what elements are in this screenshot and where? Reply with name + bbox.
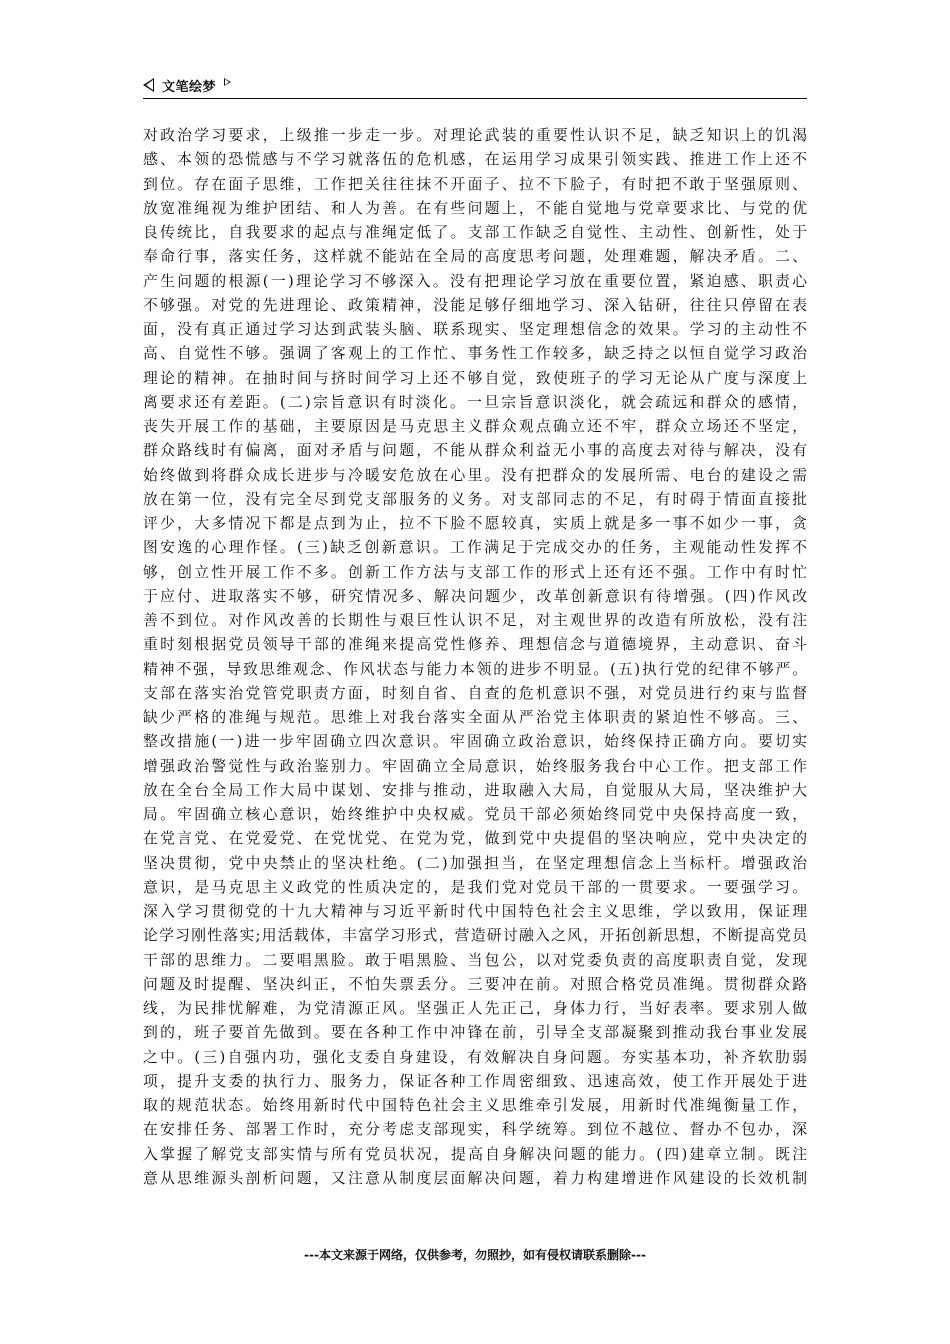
body-line: 意从思维源头剖析问题，又注意从制度层面解决问题，着力构建增进作风建设的长效机制 bbox=[143, 1169, 807, 1187]
body-line: 放宽准绳视为维护团结、和人为善。在有些问题上，不能自觉地与党章要求比、与党的优 bbox=[143, 199, 807, 217]
body-line: 离要求还有差距。(二)宗旨意识有时淡化。一旦宗旨意识淡化，就会疏远和群众的感情， bbox=[143, 393, 807, 411]
body-line: 重时刻根据党员领导干部的准绳来提高党性修养、理想信念与道德境界，主动意识、奋斗 bbox=[143, 636, 807, 654]
body-line: 意识，是马克思主义政党的性质决定的，是我们党对党员干部的一贯要求。一要强学习。 bbox=[143, 878, 807, 896]
body-line: 之中。(三)自强内功，强化支委自身建设，有效解决自身问题。夯实基本功，补齐软肋弱 bbox=[143, 1048, 807, 1066]
triangle-right-icon bbox=[224, 78, 231, 86]
body-line: 放在全台全局工作大局中谋划、安排与推动，进取融入大局，自觉服从大局，坚决维护大 bbox=[143, 781, 807, 799]
body-line: 感、本领的恐慌感与不学习就落伍的危机感，在运用学习成果引领实践、推进工作上还不 bbox=[143, 151, 807, 169]
body-line: 良传统比，自我要求的起点与准绳定低了。支部工作缺乏自觉性、主动性、创新性，处于 bbox=[143, 224, 807, 241]
body-line: 精神不强，导致思维观念、作风状态与能力本领的进步不明显。(五)执行党的纪律不够严。 bbox=[143, 660, 807, 678]
body-line: 到的，班子要首先做到。要在各种工作中冲锋在前，引导全支部凝聚到推动我台事业发展 bbox=[143, 1024, 807, 1042]
body-line: 奉命行事，落实任务，这样就不能站在全局的高度思考问题，处理难题，解决矛盾。二、 bbox=[143, 248, 807, 266]
body-line: 丧失开展工作的基础，主要原因是马克思主义群众观点确立还不牢，群众立场还不坚定， bbox=[143, 418, 807, 435]
body-line: 支部在落实治党管党职责方面，时刻自省、自查的危机意识不强，对党员进行约束与监督 bbox=[143, 684, 807, 702]
page-header bbox=[143, 74, 807, 99]
body-line: 够，创立性开展工作不多。创新工作方法与支部工作的形式上还有还不强。工作中有时忙 bbox=[143, 563, 807, 581]
body-line: 始终做到将群众成长进步与冷暖安危放在心里。没有把群众的发展所需、电台的建设之需 bbox=[143, 466, 807, 484]
body-line: 入掌握了解党支部实情与所有党员状况，提高自身解决问题的能力。(四)建章立制。既注 bbox=[143, 1145, 807, 1163]
body-line: 评少，大多情况下都是点到为止，拉不下脸不愿较真，实质上就是多一事不如少一事，贪 bbox=[143, 515, 807, 532]
body-line: 增强政治警觉性与政治鉴别力。牢固确立全局意识，始终服务我台中心工作。把支部工作 bbox=[143, 757, 807, 775]
body-line: 论学习刚性落实;用活载体，丰富学习形式，营造研讨融入之风，开拓创新思想，不断提高党员 bbox=[143, 927, 807, 945]
body-line: 放在第一位，没有完全尽到党支部服务的义务。对支部同志的不足，有时碍于情面直接批 bbox=[143, 490, 807, 508]
body-line: 局。牢固确立核心意识，始终维护中央权威。党员干部必须始终同党中央保持高度一致， bbox=[143, 806, 807, 823]
body-line: 在安排任务、部署工作时，充分考虑支部现实，科学统筹。到位不越位、督办不包办，深 bbox=[143, 1121, 807, 1139]
body-line: 图安逸的心理作怪。(三)缺乏创新意识。工作满足于完成交办的任务，主观能动性发挥不 bbox=[143, 539, 807, 557]
body-line: 取的规范状态。始终用新时代中国特色社会主义思维牵引发展，用新时代准绳衡量工作， bbox=[143, 1097, 807, 1114]
body-line: 在党言党、在党爱党、在党忧党、在党为党，做到党中央提倡的坚决响应，党中央决定的 bbox=[143, 830, 807, 848]
body-line: 于应付、进取落实不够，研究情况多、解决问题少，改革创新意识有待增强。(四)作风改 bbox=[143, 587, 807, 605]
body-line: 群众路线时有偏离，面对矛盾与问题，不能从群众利益无小事的高度去对待与解决，没有 bbox=[143, 442, 807, 460]
body-line: 到位。存在面子思维，工作把关往往抹不开面子、拉不下脸子，有时把不敢于坚强原则、 bbox=[143, 175, 807, 193]
body-line: 产生问题的根源(一)理论学习不够深入。没有把理论学习放在重要位置，紧迫感、职责心 bbox=[143, 272, 807, 290]
body-line: 坚决贯彻，党中央禁止的坚决杜绝。(二)加强担当，在坚定理想信念上当标杆。增强政治 bbox=[143, 854, 807, 872]
body-line: 面，没有真正通过学习达到武装头脑、联系现实、坚定理想信念的效果。学习的主动性不 bbox=[143, 321, 807, 338]
body-line: 理论的精神。在抽时间与挤时间学习上还不够自觉，致使班子的学习无论从广度与深度上 bbox=[143, 369, 807, 387]
body-line: 缺少严格的准绳与规范。思维上对我台落实全面从严治党主体职责的紧迫性不够高。三、 bbox=[143, 709, 807, 726]
body-line: 深入学习贯彻党的十九大精神与习近平新时代中国特色社会主义思维，学以致用，保证理 bbox=[143, 903, 807, 920]
footer-notice: ---本文来源于网络，仅供参考，勿照抄，如有侵权请联系删除--- bbox=[304, 1248, 646, 1262]
triangle-left-icon bbox=[143, 78, 154, 92]
body-line: 项，提升支委的执行力、服务力，保证各种工作周密细致、迅速高效，使工作开展处于进 bbox=[143, 1072, 807, 1090]
body-line: 善不到位。对作风改善的长期性与艰巨性认识不足，对主观世界的改造有所放松，没有注 bbox=[143, 612, 807, 629]
body-line: 对政治学习要求，上级推一步走一步。对理论武装的重要性认识不足，缺乏知识上的饥渴 bbox=[143, 127, 807, 144]
body-line: 问题及时提醒、坚决纠正，不怕失票丢分。三要冲在前。对照合格党员准绳。贯彻群众路 bbox=[143, 975, 807, 993]
body-line: 线，为民排忧解难，为党清源正风。坚强正人先正己，身体力行，当好表率。要求别人做 bbox=[143, 1000, 807, 1017]
header-brand-row bbox=[143, 76, 231, 94]
body-line: 不够强。对党的先进理论、政策精神，没能足够仔细地学习、深入钻研，往往只停留在表 bbox=[143, 296, 807, 314]
document-body bbox=[143, 124, 807, 1191]
brand-name: 文笔绘梦 bbox=[162, 79, 217, 95]
body-line: 干部的思维力。二要唱黑脸。敢于唱黑脸、当包公，以对党委负责的高度职责自觉，发现 bbox=[143, 951, 807, 969]
body-line: 高、自觉性不够。强调了客观上的工作忙、事务性工作较多，缺乏持之以恒自觉学习政治 bbox=[143, 345, 807, 363]
body-line: 整改措施(一)进一步牢固确立四次意识。牢固确立政治意识，始终保持正确方向。要切实 bbox=[143, 733, 807, 751]
